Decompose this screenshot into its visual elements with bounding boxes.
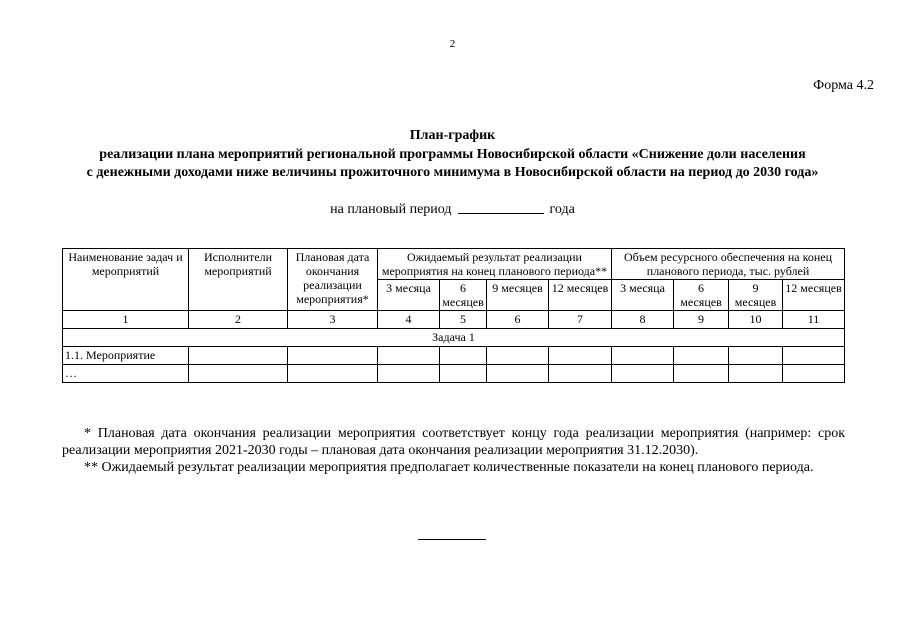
table-cell[interactable] [378, 347, 440, 365]
table-cell[interactable] [783, 365, 845, 383]
header-sub: 9 месяцев [487, 280, 549, 311]
document-subtitle-line-1: реализации плана мероприятий региональной программы Новосибирской области «Снижение доли населения [99, 147, 806, 162]
table-cell[interactable] [729, 347, 783, 365]
header-sub: 6 месяцев [674, 280, 729, 311]
table-cell[interactable] [440, 347, 487, 365]
page-number: 2 [449, 38, 456, 50]
table-cell[interactable] [549, 365, 612, 383]
header-sub: 12 месяцев [549, 280, 612, 311]
period-blank-field[interactable] [458, 200, 544, 214]
end-divider [418, 539, 486, 540]
header-sub: 3 месяца [612, 280, 674, 311]
table-cell[interactable] [440, 365, 487, 383]
header-sub: 12 месяцев [783, 280, 845, 311]
column-number: 4 [378, 311, 440, 329]
table-cell[interactable] [288, 365, 378, 383]
header-resource-volume: Объем ресурсного обеспечения на конец планового периода, тыс. рублей [612, 249, 845, 280]
header-sub: 6 месяцев [440, 280, 487, 311]
column-number-row [63, 311, 845, 329]
table-cell[interactable] [674, 365, 729, 383]
document-subtitle-line-2: с денежными доходами ниже величины прожиточного минимума в Новосибирской области на период до 2030 года» [86, 165, 819, 180]
footnote-2 [62, 459, 845, 476]
table-row [63, 347, 845, 365]
activity-name: 1.1. Мероприятие [63, 347, 189, 365]
header-planned-end-date: Плановая дата окончания реализации мероприятия* [288, 249, 378, 311]
column-number: 7 [549, 311, 612, 329]
column-number: 10 [729, 311, 783, 329]
period-suffix: года [549, 202, 575, 217]
table-cell[interactable] [729, 365, 783, 383]
footnote-1 [62, 425, 845, 459]
table-cell[interactable] [378, 365, 440, 383]
header-executors: Исполнители мероприятий [189, 249, 288, 311]
table-cell[interactable] [487, 365, 549, 383]
table-row [63, 365, 845, 383]
footnote-1-text: * Плановая дата окончания реализации мероприятия соответствует концу года реализации мероприятия (например: срок реализации мероприятия 2021-2030 годы – плановая дата окончания реализации мероприятия 31.12.2030). [62, 426, 845, 458]
period-prefix: на плановый период [330, 202, 452, 217]
table-cell[interactable] [189, 365, 288, 383]
column-number: 8 [612, 311, 674, 329]
table-cell[interactable] [288, 347, 378, 365]
footnote-2-text: ** Ожидаемый результат реализации мероприятия предполагает количественные показатели на конец планового периода. [84, 460, 814, 475]
table-cell[interactable] [612, 347, 674, 365]
header-row-1 [63, 249, 845, 280]
column-number: 9 [674, 311, 729, 329]
header-sub: 3 месяца [378, 280, 440, 311]
column-number: 5 [440, 311, 487, 329]
plan-schedule-table [62, 248, 845, 383]
table-cell[interactable] [549, 347, 612, 365]
document-title: План-график [409, 128, 496, 143]
table-cell[interactable] [612, 365, 674, 383]
form-label: Форма 4.2 [813, 78, 874, 93]
header-task-name: Наименование задач и мероприятий [63, 249, 189, 311]
column-number: 6 [487, 311, 549, 329]
column-number: 2 [189, 311, 288, 329]
activity-name: … [63, 365, 189, 383]
task-label: Задача 1 [63, 329, 845, 347]
column-number: 11 [783, 311, 845, 329]
table-cell[interactable] [487, 347, 549, 365]
table-cell[interactable] [189, 347, 288, 365]
table-cell[interactable] [783, 347, 845, 365]
planning-period-line [0, 200, 905, 218]
task-row [63, 329, 845, 347]
column-number: 1 [63, 311, 189, 329]
header-expected-result: Ожидаемый результат реализации мероприятия на конец планового периода** [378, 249, 612, 280]
header-sub: 9 месяцев [729, 280, 783, 311]
table-cell[interactable] [674, 347, 729, 365]
column-number: 3 [288, 311, 378, 329]
